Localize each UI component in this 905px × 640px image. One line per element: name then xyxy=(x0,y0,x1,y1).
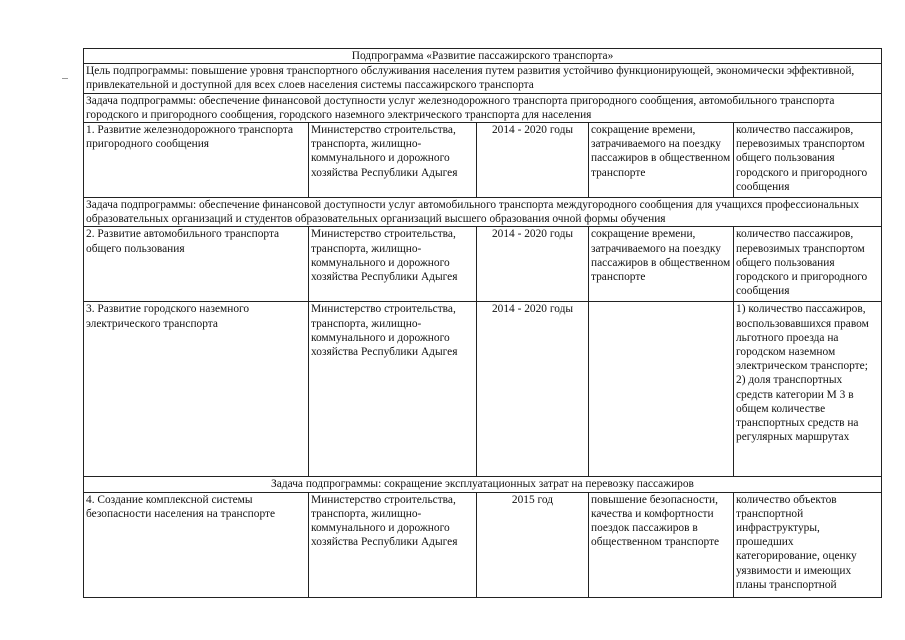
margin-mark xyxy=(62,78,68,79)
table-row xyxy=(84,123,882,198)
task-row xyxy=(84,198,882,227)
result-cell xyxy=(589,302,734,477)
period-cell: 2015 год xyxy=(477,492,589,597)
indicator-cell: количество объектов транспортной инфраструктуры, прошедших категорирование, оценку уязвимости и имеющих планы транспортной xyxy=(734,492,882,597)
table-row xyxy=(84,492,882,597)
executor-cell: Министерство строительства, транспорта, жилищно-коммунального и дорожного хозяйства Республики Адыгея xyxy=(309,227,477,302)
subprogram-table xyxy=(83,48,882,598)
measure-name: 4. Создание комплексной системы безопасности населения на транспорте xyxy=(84,492,309,597)
measure-name: 3. Развитие городского наземного электрического транспорта xyxy=(84,302,309,477)
task-row xyxy=(84,93,882,122)
executor-cell: Министерство строительства, транспорта, жилищно-коммунального и дорожного хозяйства Республики Адыгея xyxy=(309,302,477,477)
executor-cell: Министерство строительства, транспорта, жилищно-коммунального и дорожного хозяйства Республики Адыгея xyxy=(309,123,477,198)
result-cell: повышение безопасности, качества и комфортности поездок пассажиров в общественном транспорте xyxy=(589,492,734,597)
indicator-cell: количество пассажиров, перевозимых транспортом общего пользования городского и пригородного сообщения xyxy=(734,227,882,302)
indicator-cell: количество пассажиров, перевозимых транспортом общего пользования городского и пригородного сообщения xyxy=(734,123,882,198)
result-cell: сокращение времени, затрачиваемого на поездку пассажиров в общественном транспорте xyxy=(589,123,734,198)
task-row xyxy=(84,477,882,492)
task-text: Задача подпрограммы: обеспечение финансовой доступности услуг автомобильного транспорта междугородного сообщения для учащихся профессиональных образовательных организаций и студентов образовательных организаций высшего образования очной формы обучения xyxy=(84,198,882,227)
task-text: Задача подпрограммы: сокращение эксплуатационных затрат на перевозку пассажиров xyxy=(84,477,882,492)
period-cell: 2014 - 2020 годы xyxy=(477,123,589,198)
table-row xyxy=(84,302,882,477)
subprogram-title: Подпрограмма «Развитие пассажирского транспорта» xyxy=(84,49,882,64)
result-cell: сокращение времени, затрачиваемого на поездку пассажиров в общественном транспорте xyxy=(589,227,734,302)
measure-name: 1. Развитие железнодорожного транспорта пригородного сообщения xyxy=(84,123,309,198)
executor-cell: Министерство строительства, транспорта, жилищно-коммунального и дорожного хозяйства Республики Адыгея xyxy=(309,492,477,597)
period-cell: 2014 - 2020 годы xyxy=(477,302,589,477)
subprogram-goal: Цель подпрограммы: повышение уровня транспортного обслуживания населения путем развития устойчиво функционирующей, экономически эффективной, привлекательной и доступной для всех слоев населения системы пассажирского транспорта xyxy=(84,64,882,93)
indicator-cell: 1) количество пассажиров, воспользовавшихся правом льготного проезда на городском наземном электрическом транспорте; 2) доля транспортных средств категории М 3 в общем количестве транспортных средств на регулярных маршрутах xyxy=(734,302,882,477)
title-row xyxy=(84,49,882,64)
table-row xyxy=(84,227,882,302)
task-text: Задача подпрограммы: обеспечение финансовой доступности услуг железнодорожного транспорта пригородного сообщения, автомобильного транспорта городского и пригородного сообщения, городского наземного электрического транспорта для населения xyxy=(84,93,882,122)
goal-row xyxy=(84,64,882,93)
period-cell: 2014 - 2020 годы xyxy=(477,227,589,302)
measure-name: 2. Развитие автомобильного транспорта общего пользования xyxy=(84,227,309,302)
